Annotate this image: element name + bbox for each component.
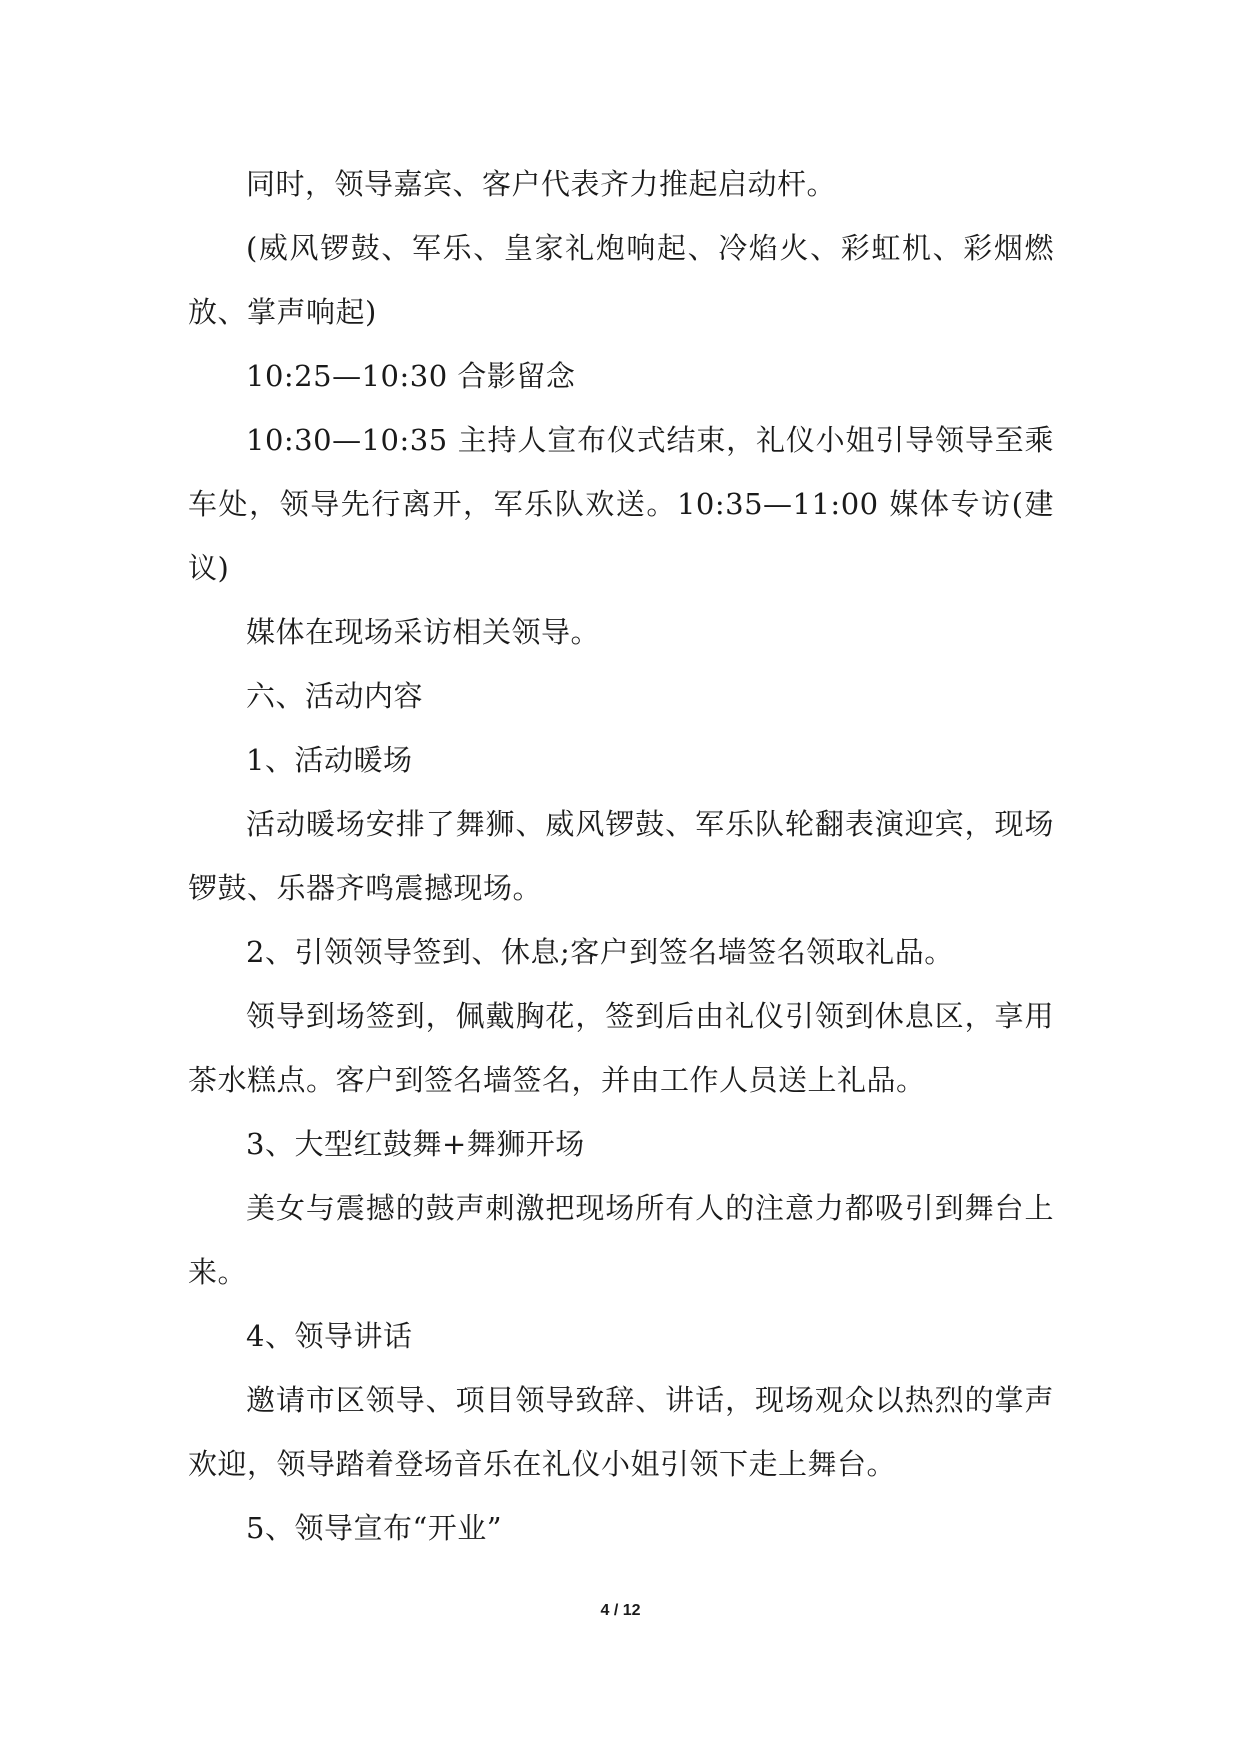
page-number: 4 / 12 (600, 1602, 641, 1619)
paragraph-fireworks: (威风锣鼓、军乐、皇家礼炮响起、冷焰火、彩虹机、彩烟燃放、掌声响起) (188, 231, 1054, 329)
body-text (188, 152, 1054, 1560)
item-heading-warmup: 1、活动暖场 (246, 743, 413, 777)
paragraph-signin: 领导到场签到，佩戴胸花，签到后由礼仪引领到休息区，享用茶水糕点。客户到签名墙签名，并由工作人员送上礼品。 (188, 999, 1054, 1097)
paragraph-launch-lever: 同时，领导嘉宾、客户代表齐力推起启动杆。 (246, 167, 837, 201)
item-heading-leader-speech: 4、领导讲话 (246, 1319, 413, 1353)
paragraph-leader-speech: 邀请市区领导、项目领导致辞、讲话，现场观众以热烈的掌声欢迎，领导踏着登场音乐在礼仪小姐引领下走上舞台。 (188, 1383, 1054, 1481)
paragraph-warmup: 活动暖场安排了舞狮、威风锣鼓、军乐队轮翻表演迎宾，现场锣鼓、乐器齐鸣震撼现场。 (188, 807, 1054, 905)
paragraph-group-photo: 10:25—10:30 合影留念 (246, 359, 576, 393)
paragraph-ceremony-end: 10:30—10:35 主持人宣布仪式结束，礼仪小姐引导领导至乘车处，领导先行离开，军乐队欢送。10:35—11:00 媒体专访(建议) (188, 423, 1054, 585)
item-heading-opening: 5、领导宣布“开业” (246, 1511, 503, 1545)
section-heading-activity-content: 六、活动内容 (246, 679, 424, 713)
item-heading-signin: 2、引领领导签到、休息;客户到签名墙签名领取礼品。 (246, 935, 954, 969)
paragraph-media-interview: 媒体在现场采访相关领导。 (246, 615, 601, 649)
paragraph-drum-dance: 美女与震撼的鼓声刺激把现场所有人的注意力都吸引到舞台上来。 (188, 1191, 1054, 1289)
item-heading-drum-dance: 3、大型红鼓舞+舞狮开场 (246, 1127, 585, 1161)
